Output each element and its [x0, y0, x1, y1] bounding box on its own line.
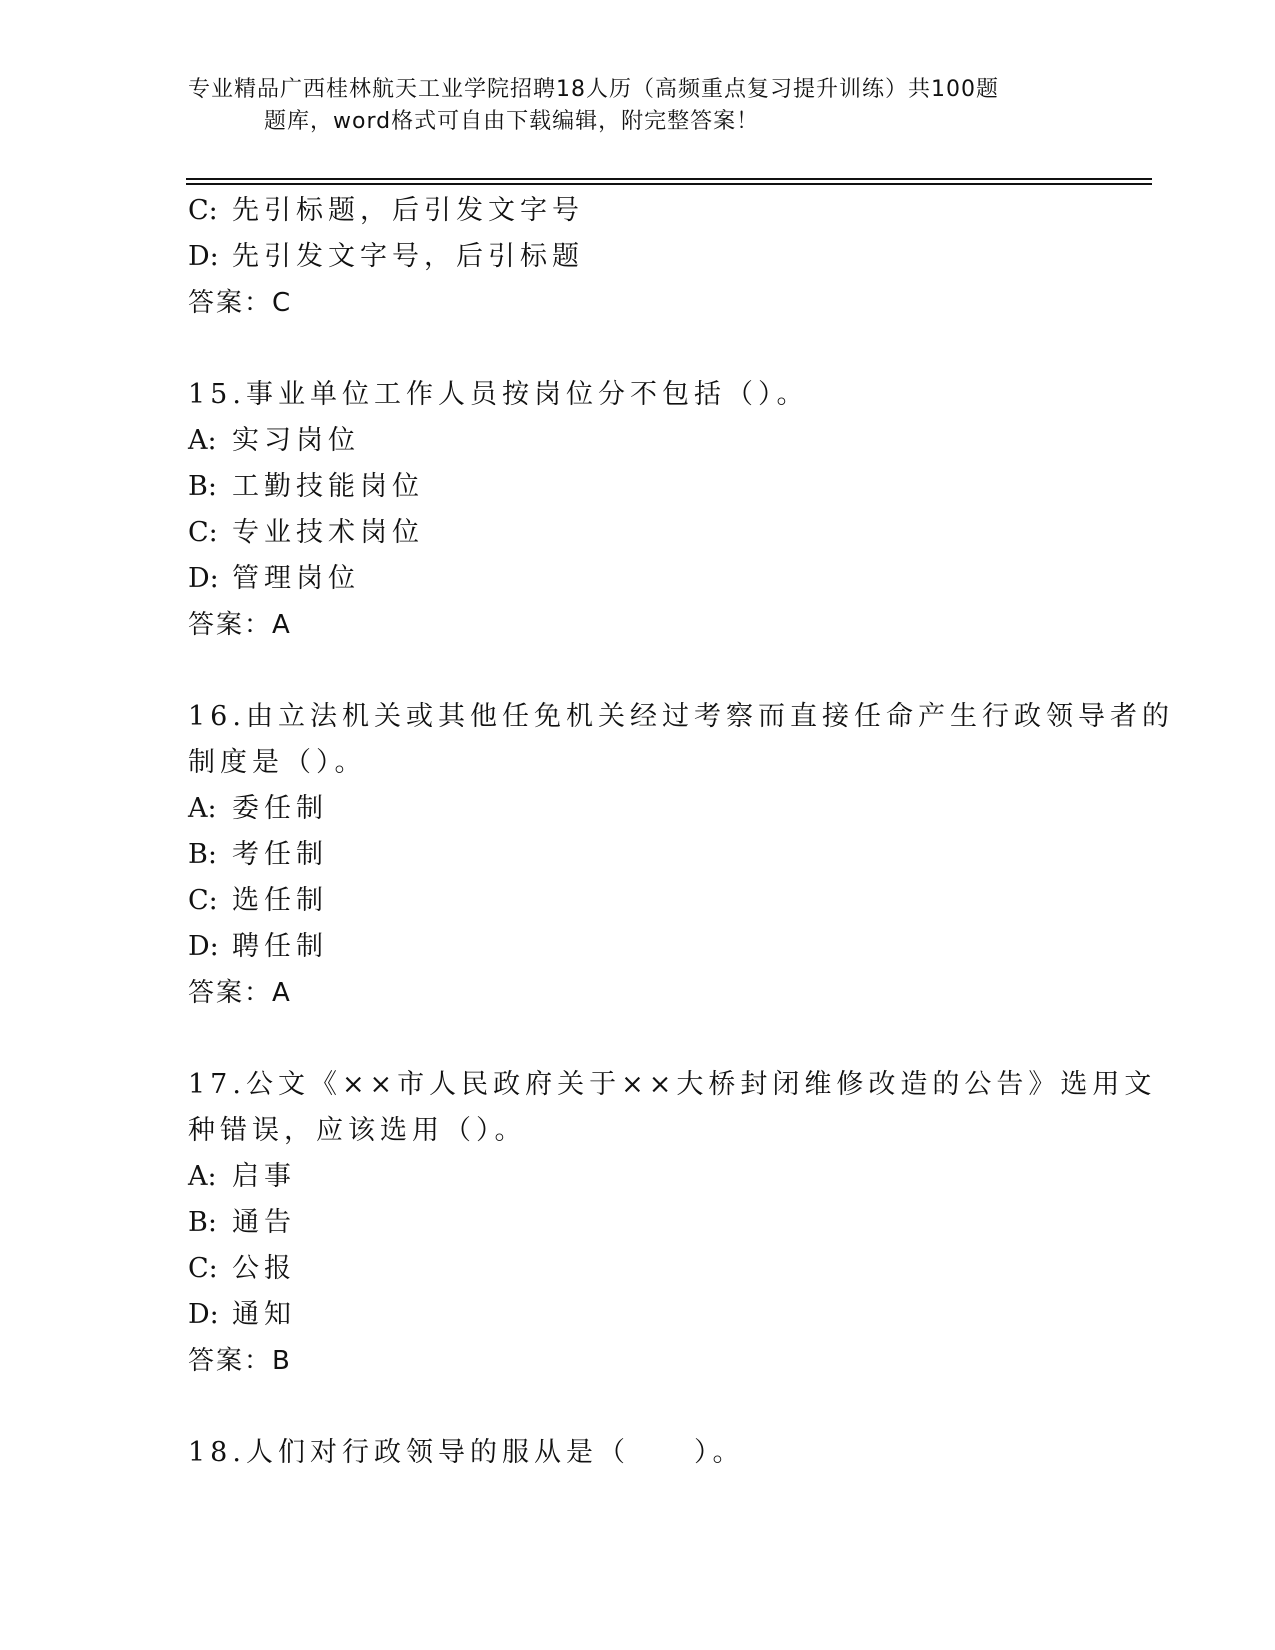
- question-16: [188, 694, 1174, 1016]
- question-stem: 15.事业单位工作人员按岗位分不包括（）。: [188, 379, 809, 410]
- option-letter: B:: [188, 471, 217, 502]
- answer-line: 答案：B: [188, 1346, 292, 1376]
- option-text: 工勤技能岗位: [232, 471, 424, 502]
- option-text: 管理岗位: [232, 563, 360, 594]
- header-rule-top: [186, 178, 1152, 180]
- question-18: [188, 1430, 1088, 1476]
- question-stem-line2: 种错误，应该选用（）。: [188, 1115, 527, 1146]
- option-letter: A:: [188, 793, 217, 824]
- option-text: 通知: [232, 1299, 296, 1330]
- answer-line: 答案：A: [188, 610, 292, 640]
- option-letter: D:: [188, 1299, 219, 1330]
- option-text: 通告: [232, 1207, 296, 1238]
- option-text: 考任制: [232, 839, 328, 870]
- option-letter: B:: [188, 1207, 217, 1238]
- header-title-line2: 题库，word格式可自由下载编辑，附完整答案！: [264, 109, 760, 134]
- header-rule-bottom: [186, 183, 1152, 185]
- document-header: [188, 74, 1068, 138]
- option-c: [188, 878, 1088, 924]
- option-b: [188, 832, 1088, 878]
- option-a: [188, 786, 1088, 832]
- question-stem-line2: 制度是（）。: [188, 747, 367, 778]
- question-15: [188, 372, 1088, 648]
- option-c: [188, 510, 1088, 556]
- header-title-line1: 专业精品广西桂林航天工业学院招聘18人历（高频重点复习提升训练）共100题: [188, 77, 999, 102]
- option-text: 委任制: [232, 793, 328, 824]
- option-d: [188, 556, 1088, 602]
- question-stem-line1: 17.公文《××市人民政府关于××大桥封闭维修改造的公告》选用文: [188, 1069, 1157, 1100]
- option-d: [188, 1292, 1088, 1338]
- option-text: 公报: [232, 1253, 296, 1284]
- answer-line: 答案：A: [188, 978, 292, 1008]
- option-letter: C:: [188, 517, 218, 548]
- option-text: 聘任制: [232, 931, 328, 962]
- option-c: [188, 1246, 1088, 1292]
- option-letter: C:: [188, 195, 218, 226]
- option-text: 选任制: [232, 885, 328, 916]
- option-letter: D:: [188, 931, 219, 962]
- option-a: [188, 1154, 1088, 1200]
- option-letter: B:: [188, 839, 217, 870]
- option-b: [188, 1200, 1088, 1246]
- question-17: [188, 1062, 1157, 1384]
- option-text: 先引标题，后引发文字号: [232, 195, 584, 226]
- question-list: [188, 188, 1174, 1476]
- option-d: [188, 234, 1088, 280]
- option-c: [188, 188, 1088, 234]
- option-letter: C:: [188, 1253, 218, 1284]
- option-letter: C:: [188, 885, 218, 916]
- answer-line: 答案：C: [188, 288, 293, 318]
- question-stem-line1: 16.由立法机关或其他任免机关经过考察而直接任命产生行政领导者的: [188, 701, 1174, 732]
- option-letter: A:: [188, 425, 217, 456]
- option-text: 先引发文字号，后引标题: [232, 241, 584, 272]
- question-stem: 18.人们对行政领导的服从是（ ）。: [188, 1437, 745, 1468]
- option-text: 专业技术岗位: [232, 517, 424, 548]
- question-14-continuation: [188, 188, 1088, 326]
- option-letter: A:: [188, 1161, 217, 1192]
- option-letter: D:: [188, 563, 219, 594]
- option-b: [188, 464, 1088, 510]
- option-letter: D:: [188, 241, 219, 272]
- option-text: 实习岗位: [232, 425, 360, 456]
- option-a: [188, 418, 1088, 464]
- option-d: [188, 924, 1088, 970]
- option-text: 启事: [232, 1161, 296, 1192]
